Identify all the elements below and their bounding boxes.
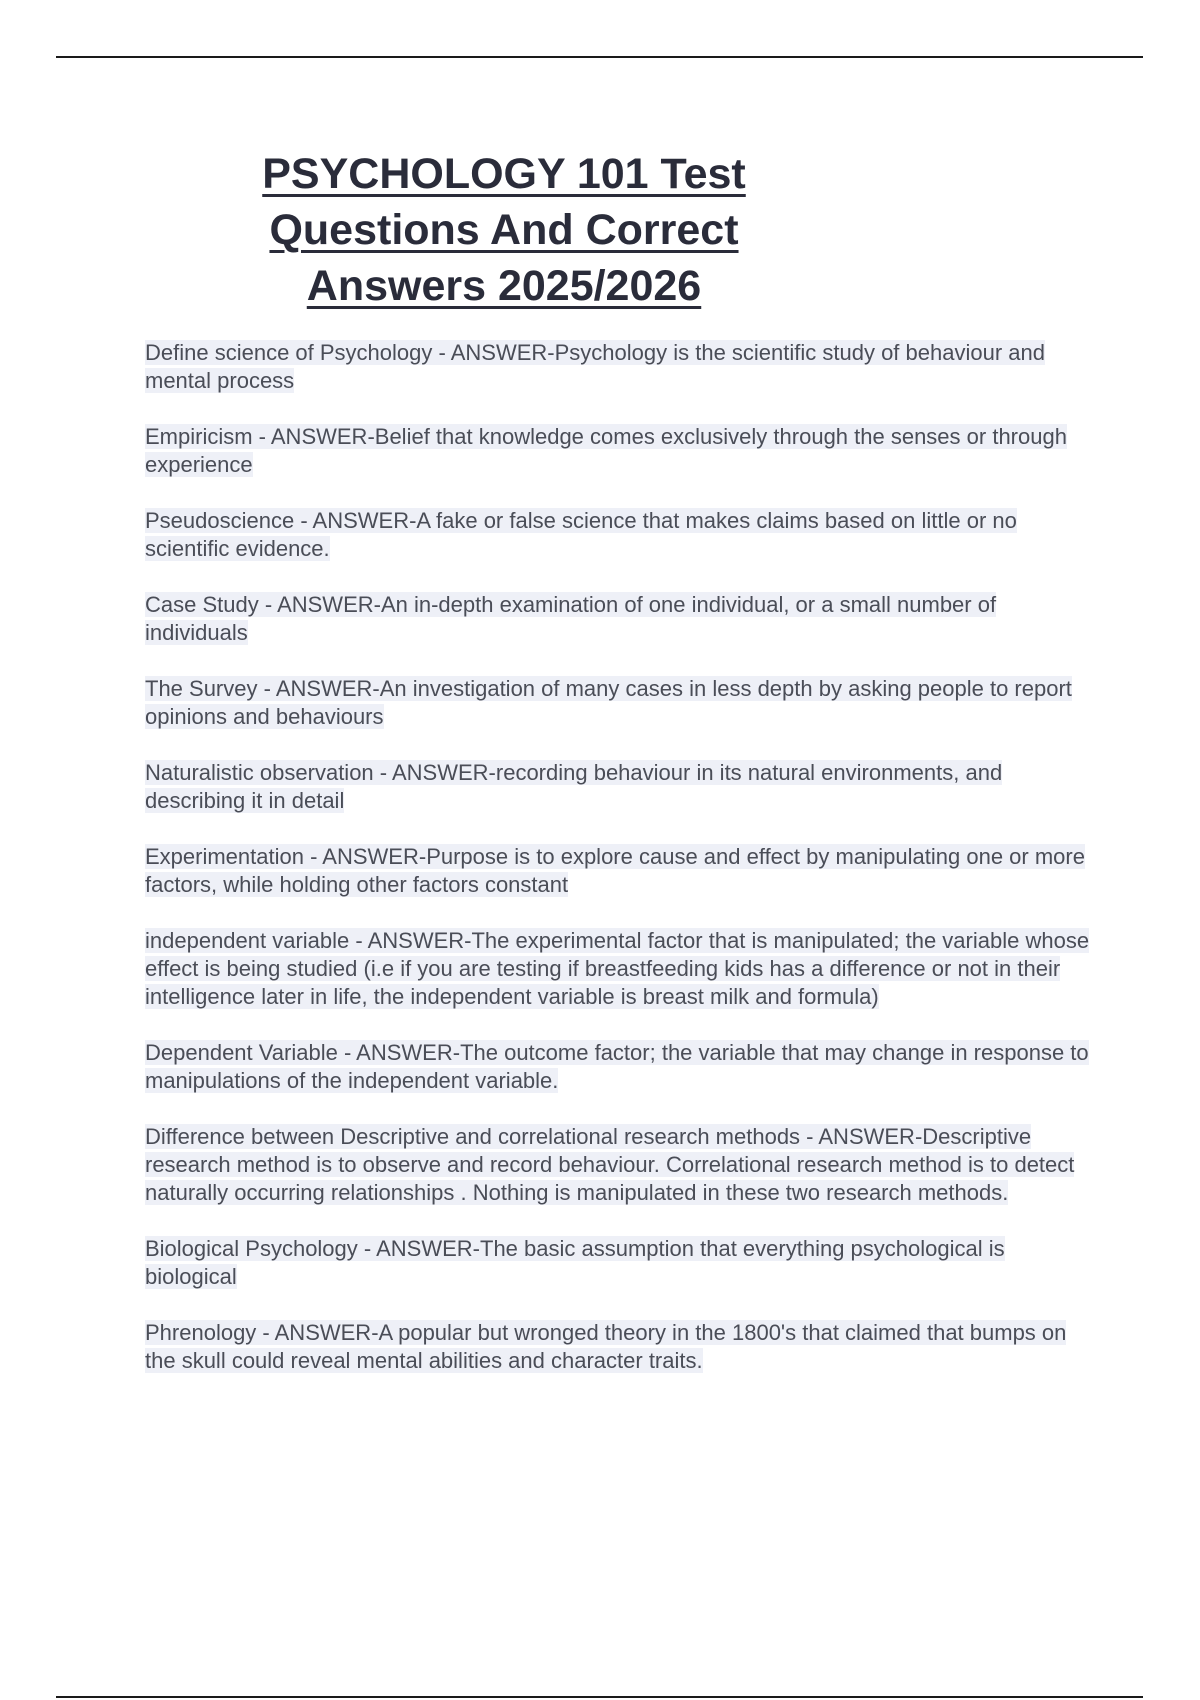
qa-item: Empiricism - ANSWER-Belief that knowledge comes exclusively through the senses or through experience [145, 424, 1067, 477]
title-line-2: Questions And Correct [269, 206, 739, 254]
qa-item: Difference between Descriptive and correlational research methods - ANSWER-Descriptive research method is to observe and record behaviour. Correlational research method is to detect naturally occurring relationships . Nothing is manipulated in these two research methods. [145, 1124, 1075, 1205]
qa-item: Define science of Psychology - ANSWER-Psychology is the scientific study of behaviour and mental process [145, 340, 1045, 393]
qa-item: independent variable - ANSWER-The experimental factor that is manipulated; the variable whose effect is being studied (i.e if you are testing if breastfeeding kids has a difference or not in their intelligence later in life, the independent variable is breast milk and formula) [145, 928, 1090, 1009]
title-line-3: Answers 2025/2026 [306, 262, 702, 310]
qa-item: Naturalistic observation - ANSWER-recording behaviour in its natural environments, and describing it in detail [145, 760, 1003, 813]
qa-item: Phrenology - ANSWER-A popular but wronged theory in the 1800's that claimed that bumps on the skull could reveal mental abilities and character traits. [145, 1320, 1067, 1373]
page-title [200, 146, 808, 314]
top-divider [56, 56, 1143, 58]
qa-item: Experimentation - ANSWER-Purpose is to explore cause and effect by manipulating one or more factors, while holding other factors constant [145, 844, 1085, 897]
qa-item: Case Study - ANSWER-An in-depth examination of one individual, or a small number of individuals [145, 592, 997, 645]
qa-item: The Survey - ANSWER-An investigation of many cases in less depth by asking people to report opinions and behaviours [145, 676, 1072, 729]
qa-item: Dependent Variable - ANSWER-The outcome factor; the variable that may change in response to manipulations of the independent variable. [145, 1040, 1089, 1093]
qa-item: Pseudoscience - ANSWER-A fake or false science that makes claims based on little or no scientific evidence. [145, 508, 1017, 561]
title-line-1: PSYCHOLOGY 101 Test [262, 150, 746, 198]
qa-list [145, 339, 1095, 1403]
bottom-divider [56, 1696, 1143, 1698]
qa-item: Biological Psychology - ANSWER-The basic assumption that everything psychological is biological [145, 1236, 1005, 1289]
